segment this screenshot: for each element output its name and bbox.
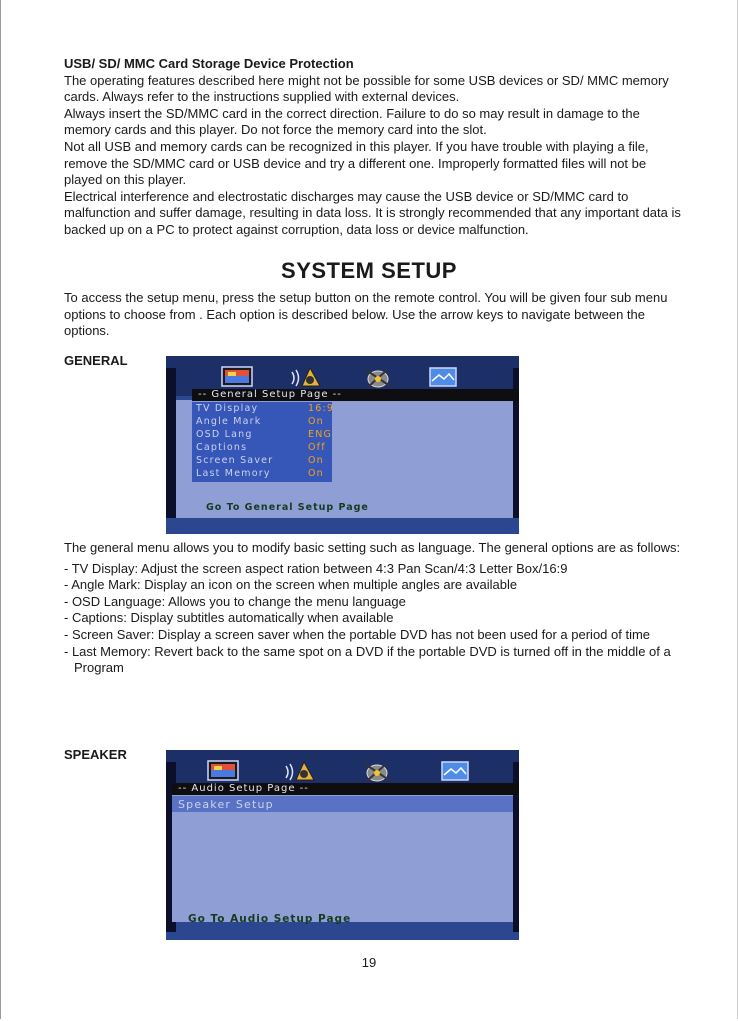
general-bullet: - Captions: Display subtitles automatically when available [64, 610, 394, 626]
monitor-icon[interactable] [220, 364, 256, 390]
general-bullet: - TV Display: Adjust the screen aspect ration between 4:3 Pan Scan/4:3 Letter Box/16:9 [64, 560, 568, 576]
row-label: Angle Mark [196, 416, 262, 427]
screen-left-strip [166, 368, 176, 518]
storage-section [64, 56, 684, 239]
audio-setup-screen [166, 750, 519, 940]
row-label: TV Display [196, 403, 259, 414]
general-bullet: - Angle Mark: Display an icon on the screen when multiple angles are available [64, 577, 518, 593]
menu-panel [172, 794, 513, 922]
menu-row-osd-lang[interactable] [196, 429, 336, 440]
storage-paragraph: The operating features described here might not be possible for some USB devices or SD/ MMC memory cards. Always refer to the instructions supplied with external devices. [64, 72, 669, 105]
picture-icon[interactable] [428, 366, 458, 388]
row-label: Last Memory [196, 468, 271, 479]
speaker-audio-icon[interactable] [282, 758, 318, 786]
storage-paragraph: Not all USB and memory cards can be recognized in this player. If you have trouble with playing a file, remove the SD/MMC card or USB device and try a different one. Improperly formatted files will not be played on this player. [64, 138, 649, 188]
system-setup-intro: To access the setup menu, press the setup button on the remote control. You will be given four sub menu options to choose from . Each option is described below. Use the arrow keys to navigate between the options. [64, 290, 668, 339]
general-label: GENERAL [64, 353, 128, 368]
general-bullet: - OSD Language: Allows you to change the menu language [64, 593, 406, 609]
row-value: 16:9 [308, 403, 335, 414]
row-value: ENG [308, 429, 333, 440]
picture-icon[interactable] [440, 760, 470, 782]
row-label: Captions [196, 442, 248, 453]
monitor-icon[interactable] [206, 758, 242, 784]
menu-row-angle-mark[interactable] [196, 416, 336, 427]
menu-row-captions[interactable] [196, 442, 336, 453]
row-value: On [308, 455, 324, 466]
general-description-block [64, 540, 684, 677]
menu-row-tv-display[interactable] [196, 403, 336, 414]
general-bullet: - Screen Saver: Display a screen saver when the portable DVD has not been used for a period of time [64, 626, 651, 642]
storage-paragraph: Always insert the SD/MMC card in the correct direction. Failure to do so may result in damage to the memory cards and this player. Do not force the memory card into the slot. [64, 105, 640, 138]
row-value: On [308, 416, 324, 427]
menu-row-last-memory[interactable] [196, 468, 336, 479]
audio-footer[interactable]: Go To Audio Setup Page [188, 913, 352, 925]
row-label: Speaker Setup [178, 798, 274, 811]
satellite-icon[interactable] [360, 758, 394, 784]
general-setup-header: -- General Setup Page -- [192, 389, 519, 401]
storage-heading: USB/ SD/ MMC Card Storage Device Protection [64, 56, 354, 71]
page-number: 19 [361, 955, 377, 970]
general-description: The general menu allows you to modify basic setting such as language. The general options are as follows: [64, 540, 681, 555]
row-value: Off [308, 442, 326, 453]
speaker-label: SPEAKER [64, 747, 127, 762]
storage-paragraph: Electrical interference and electrostatic discharges may cause the USB device or SD/MMC card to malfunction and suffer damage, resulting in data loss. It is strongly recommended that any important data is backed up on a PC to protect against corruption, data loss or device malfunction. [64, 188, 681, 237]
row-label: OSD Lang [196, 429, 253, 440]
menu-row-screen-saver[interactable] [196, 455, 336, 466]
row-label: Screen Saver [196, 455, 274, 466]
general-setup-screen [166, 356, 519, 534]
general-bullet: - Last Memory: Revert back to the same spot on a DVD if the portable DVD is turned off in the middle of a Program [64, 643, 671, 676]
general-footer[interactable]: Go To General Setup Page [206, 502, 369, 513]
satellite-icon[interactable] [361, 364, 395, 390]
audio-setup-header: -- Audio Setup Page -- [172, 783, 519, 795]
speaker-audio-icon[interactable] [288, 364, 324, 392]
system-setup-title: SYSTEM SETUP [281, 258, 457, 283]
menu-row-speaker-setup[interactable] [178, 798, 378, 811]
row-value: On [308, 468, 324, 479]
